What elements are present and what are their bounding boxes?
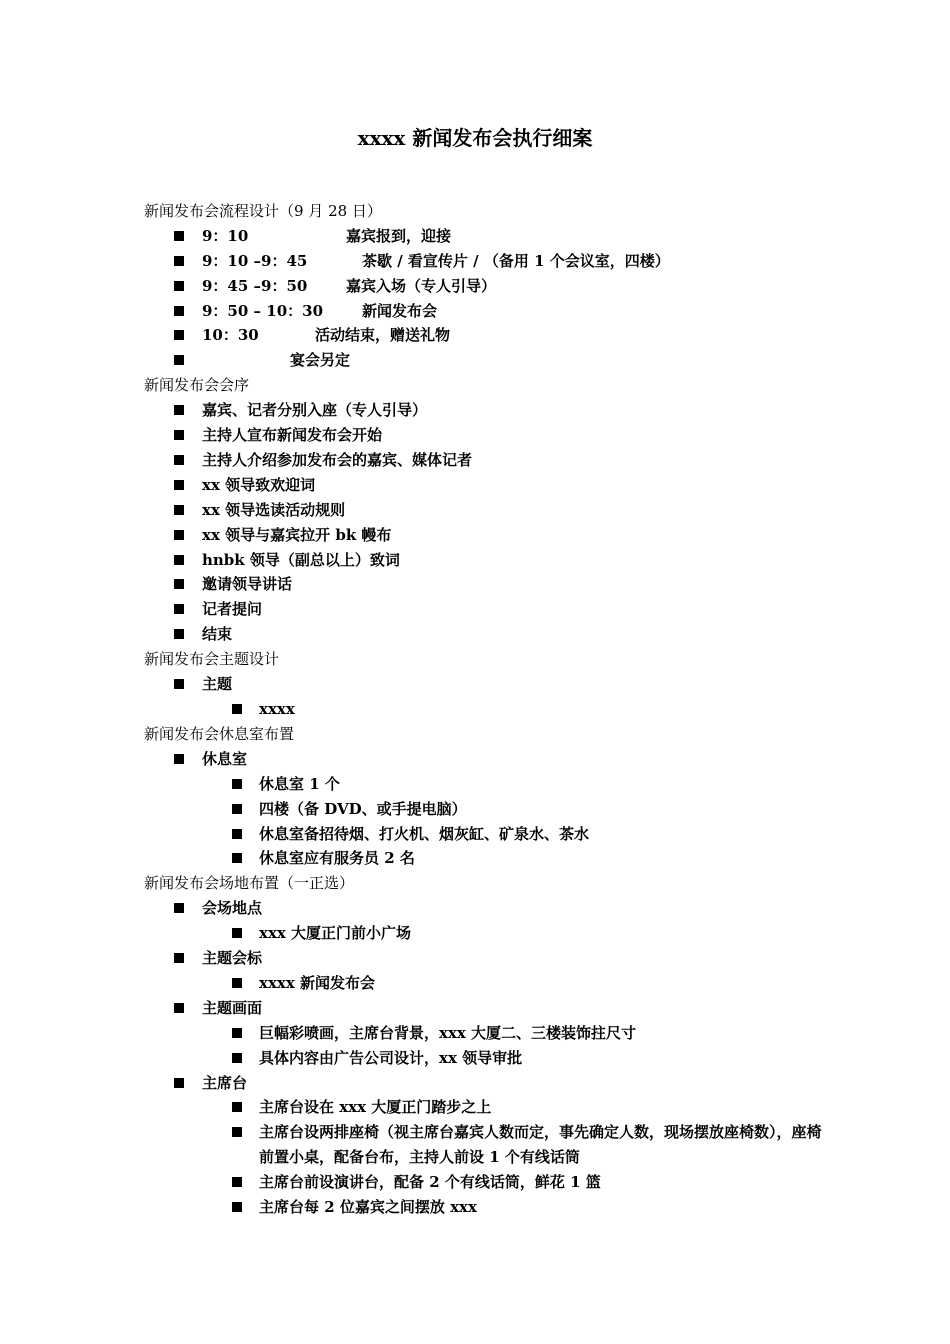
square-bullet-icon xyxy=(174,306,184,316)
square-bullet-icon xyxy=(174,405,184,415)
square-bullet-icon xyxy=(174,953,184,963)
sub-list-item xyxy=(144,1170,824,1195)
sub-list-item-text: 主席台每 2 位嘉宾之间摆放 xxx xyxy=(259,1198,477,1217)
list-item xyxy=(144,523,824,548)
schedule-time: 9：10 –9：45 xyxy=(202,251,308,270)
schedule-item xyxy=(144,224,824,249)
square-bullet-icon xyxy=(174,1003,184,1013)
list-item xyxy=(144,1071,824,1096)
schedule-event: 活动结束，赠送礼物 xyxy=(315,326,451,345)
list-item xyxy=(144,597,824,622)
schedule-item xyxy=(144,249,824,274)
square-bullet-icon xyxy=(174,1078,184,1088)
list-item-text: 主持人宣布新闻发布会开始 xyxy=(202,426,383,445)
sub-list-item-text: xxxx xyxy=(259,699,295,718)
list-item-text: 记者提问 xyxy=(202,600,263,619)
schedule-time: 9：45 –9：50 xyxy=(202,276,308,295)
document-body xyxy=(144,199,824,1220)
list-item xyxy=(144,498,824,523)
sub-list-item xyxy=(144,1046,824,1071)
square-bullet-icon xyxy=(174,604,184,614)
square-bullet-icon xyxy=(174,330,184,340)
section-heading-lounge: 新闻发布会休息室布置 xyxy=(144,724,295,743)
square-bullet-icon xyxy=(174,455,184,465)
section-heading-theme: 新闻发布会主题设计 xyxy=(144,650,280,669)
sub-list-item-text: xxx 大厦正门前小广场 xyxy=(259,924,412,943)
schedule-time: 9：10 xyxy=(202,226,249,245)
sub-list-item xyxy=(144,921,824,946)
list-item-text: hnbk 领导（副总以上）致词 xyxy=(202,550,400,569)
square-bullet-icon xyxy=(232,829,242,839)
square-bullet-icon xyxy=(174,679,184,689)
schedule-time: 9：50 – 10：30 xyxy=(202,301,324,320)
sub-list-item xyxy=(144,1195,824,1220)
list-item xyxy=(144,448,824,473)
square-bullet-icon xyxy=(232,1127,242,1137)
schedule-item xyxy=(144,299,824,324)
list-item-text: 邀请领导讲话 xyxy=(202,575,293,594)
list-item xyxy=(144,672,824,697)
list-item xyxy=(144,572,824,597)
schedule-time: 10：30 xyxy=(202,326,259,345)
schedule-item xyxy=(144,348,824,373)
square-bullet-icon xyxy=(232,779,242,789)
list-item xyxy=(144,747,824,772)
sub-list-item xyxy=(144,822,824,847)
sub-list-item xyxy=(144,797,824,822)
square-bullet-icon xyxy=(232,704,242,714)
list-item-text: 休息室 xyxy=(202,749,248,768)
sub-list-item xyxy=(144,971,824,996)
square-bullet-icon xyxy=(174,430,184,440)
schedule-event: 嘉宾报到，迎接 xyxy=(346,226,452,245)
sub-list-item-text: 休息室应有服务员 2 名 xyxy=(259,849,415,868)
sub-list-item xyxy=(144,1095,824,1120)
list-item-text: 主题画面 xyxy=(202,998,263,1017)
list-item-text: 主题 xyxy=(202,675,233,694)
square-bullet-icon xyxy=(232,1177,242,1187)
square-bullet-icon xyxy=(232,1028,242,1038)
square-bullet-icon xyxy=(232,1102,242,1112)
list-item xyxy=(144,896,824,921)
sub-list-item-text: 主席台设在 xxx 大厦正门踏步之上 xyxy=(259,1098,492,1117)
section-heading-flow: 新闻发布会流程设计（9 月 28 日） xyxy=(144,202,382,220)
square-bullet-icon xyxy=(174,256,184,266)
list-item xyxy=(144,946,824,971)
list-item-text: xx 领导致欢迎词 xyxy=(202,475,316,494)
square-bullet-icon xyxy=(174,281,184,291)
sub-list-item xyxy=(144,697,824,722)
sub-list-item-text: 主席台前设演讲台，配备 2 个有线话筒，鲜花 1 篮 xyxy=(259,1173,601,1192)
sub-list-item-text: 休息室 1 个 xyxy=(259,774,340,793)
schedule-event: 新闻发布会 xyxy=(362,301,438,320)
sub-list-item-text: xxxx 新闻发布会 xyxy=(259,973,375,992)
list-item xyxy=(144,996,824,1021)
sub-list-item-text: 四楼（备 DVD、或手提电脑） xyxy=(259,799,467,818)
sub-list-item xyxy=(144,772,824,797)
list-item-text: xx 领导选读活动规则 xyxy=(202,500,346,519)
sub-list-item xyxy=(144,1021,824,1046)
schedule-item xyxy=(144,274,824,299)
square-bullet-icon xyxy=(174,579,184,589)
list-item-text: xx 领导与嘉宾拉开 bk 幔布 xyxy=(202,525,392,544)
sub-list-item xyxy=(144,1120,824,1170)
list-item xyxy=(144,473,824,498)
list-item xyxy=(144,423,824,448)
sub-list-item xyxy=(144,846,824,871)
square-bullet-icon xyxy=(174,530,184,540)
sub-list-item-text: 主席台设两排座椅（视主席台嘉宾人数而定，事先确定人数，现场摆放座椅数），座椅前置小桌，配备台布，主持人前设 1 个有线话筒 xyxy=(259,1123,822,1167)
list-item-text: 主席台 xyxy=(202,1073,248,1092)
document-title: xxxx 新闻发布会执行细案 xyxy=(357,126,593,150)
list-item-text: 结束 xyxy=(202,625,233,644)
square-bullet-icon xyxy=(232,853,242,863)
list-item xyxy=(144,622,824,647)
square-bullet-icon xyxy=(232,1053,242,1063)
list-item-text: 主题会标 xyxy=(202,949,263,968)
square-bullet-icon xyxy=(174,754,184,764)
square-bullet-icon xyxy=(174,505,184,515)
list-item xyxy=(144,398,824,423)
schedule-event: 茶歇 / 看宣传片 / （备用 1 个会议室，四楼） xyxy=(362,251,670,270)
schedule-event: 嘉宾入场（专人引导） xyxy=(346,276,497,295)
square-bullet-icon xyxy=(232,978,242,988)
list-item-text: 主持人介绍参加发布会的嘉宾、媒体记者 xyxy=(202,450,473,469)
sub-list-item-text: 休息室备招待烟、打火机、烟灰缸、矿泉水、茶水 xyxy=(259,824,590,843)
square-bullet-icon xyxy=(174,555,184,565)
square-bullet-icon xyxy=(232,928,242,938)
section-heading-venue: 新闻发布会场地布置（一正选） xyxy=(144,874,355,893)
schedule-event: 宴会另定 xyxy=(290,351,351,370)
square-bullet-icon xyxy=(232,1202,242,1212)
square-bullet-icon xyxy=(232,804,242,814)
schedule-item xyxy=(144,323,824,348)
sub-list-item-text: 巨幅彩喷画，主席台背景，xxx 大厦二、三楼装饰拄尺寸 xyxy=(259,1023,637,1042)
list-item xyxy=(144,548,824,573)
list-item-text: 嘉宾、记者分别入座（专人引导） xyxy=(202,401,428,420)
section-heading-order: 新闻发布会会序 xyxy=(144,376,250,395)
list-item-text: 会场地点 xyxy=(202,899,263,918)
sub-list-item-text: 具体内容由广告公司设计，xx 领导审批 xyxy=(259,1048,523,1067)
square-bullet-icon xyxy=(174,629,184,639)
square-bullet-icon xyxy=(174,903,184,913)
square-bullet-icon xyxy=(174,355,184,365)
square-bullet-icon xyxy=(174,231,184,241)
square-bullet-icon xyxy=(174,480,184,490)
